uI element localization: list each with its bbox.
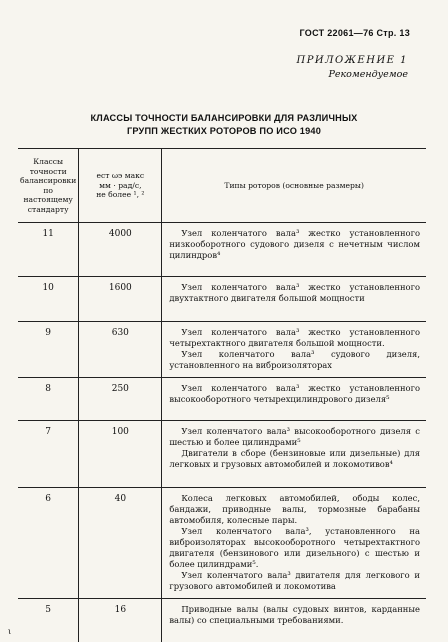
table-row: [18, 378, 426, 421]
accuracy-classes-table: [18, 148, 426, 642]
cell-class: 11: [18, 223, 79, 277]
description-paragraph: Узел коленчатого вала³ жестко установленного высокооборотного четырехцилиндрового дизеля⁵: [169, 383, 420, 404]
description-paragraph: Узел коленчатого вала³, установленного на виброизоляторах высокооборотного четырехтактного двигателя (бензинового или дизельного) с шестью и более цилиндрами⁵.: [169, 526, 420, 569]
cell-value: 4000: [79, 223, 162, 277]
cell-value: 1600: [79, 277, 162, 322]
page-header: ГОСТ 22061—76 Стр. 13: [299, 28, 410, 38]
cell-value: 40: [79, 488, 162, 599]
cell-description: [162, 322, 426, 378]
cell-description: [162, 378, 426, 421]
table-row: [18, 322, 426, 378]
cell-description: [162, 223, 426, 277]
document-title-line-2: ГРУПП ЖЕСТКИХ РОТОРОВ ПО ИСО 1940: [126, 126, 322, 136]
cell-value: 16: [79, 599, 162, 642]
description-paragraph: Колеса легковых автомобилей, ободы колес, бандажи, приводные валы, тормозные барабаны автомобиля, колесные пары.: [169, 493, 420, 525]
cell-description: [162, 488, 426, 599]
header-value-line-3: не более ¹, ²: [96, 190, 145, 200]
cell-value: 100: [79, 421, 162, 488]
header-value: [79, 149, 162, 223]
table-row: [18, 277, 426, 322]
cell-class: 6: [18, 488, 79, 599]
appendix-subtitle: Рекомендуемое: [328, 69, 408, 80]
description-paragraph: Узел коленчатого вала³ жестко установленного низкооборотного судового дизеля с нечетным числом цилиндров⁴: [169, 228, 420, 260]
cell-class: 7: [18, 421, 79, 488]
description-paragraph: Узел коленчатого вала³ судового дизеля, установленного на виброизоляторах: [169, 349, 420, 370]
cell-class: 9: [18, 322, 79, 378]
table-header-row: [18, 149, 426, 223]
description-paragraph: Узел коленчатого вала³ двигателя для легкового и грузового автомобилей и локомотива: [169, 570, 420, 591]
header-class: Классы точности балансировки по настоящему стандарту: [18, 149, 79, 223]
cell-class: 5: [18, 599, 79, 642]
table-row: [18, 488, 426, 599]
cell-value: 250: [79, 378, 162, 421]
description-paragraph: Приводные валы (валы судовых винтов, карданные валы) со специальными требованиями.: [169, 604, 420, 625]
header-types: Типы роторов (основные размеры): [162, 149, 426, 223]
margin-mark: ι: [8, 627, 12, 636]
cell-class: 8: [18, 378, 79, 421]
header-value-line-1: eст ωэ макс: [96, 171, 145, 181]
cell-description: [162, 277, 426, 322]
table-row: [18, 599, 426, 642]
document-title-line-1: КЛАССЫ ТОЧНОСТИ БАЛАНСИРОВКИ ДЛЯ РАЗЛИЧНЫХ: [90, 113, 358, 123]
cell-value: 630: [79, 322, 162, 378]
description-paragraph: Узел коленчатого вала³ высокооборотного дизеля с шестью и более цилиндрами⁵: [169, 426, 420, 447]
description-paragraph: Двигатели в сборе (бензиновые или дизельные) для легковых и грузовых автомобилей и локомотивов⁴: [169, 448, 420, 469]
table-row: [18, 223, 426, 277]
document-title: [40, 112, 408, 138]
cell-class: 10: [18, 277, 79, 322]
cell-description: [162, 599, 426, 642]
header-value-line-2: мм · рад/с,: [99, 180, 142, 190]
appendix-title: ПРИЛОЖЕНИЕ 1: [296, 55, 408, 66]
description-paragraph: Узел коленчатого вала³ жестко установленного двухтактного двигателя большой мощности: [169, 282, 420, 303]
description-paragraph: Узел коленчатого вала³ жестко установленного четырехтактного двигателя большой мощности.: [169, 327, 420, 348]
cell-description: [162, 421, 426, 488]
table-row: [18, 421, 426, 488]
